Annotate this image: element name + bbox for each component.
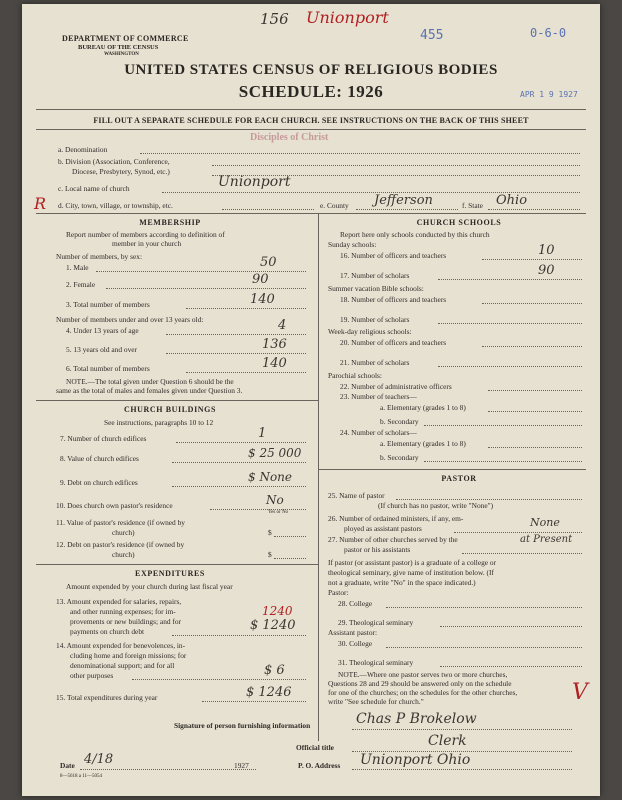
q20-label: 20. Number of officers and teachers	[340, 338, 447, 347]
q13-label-3: provements or new buildings; and for	[70, 617, 182, 626]
membership-intro-1: Report number of members according to definition of	[66, 230, 225, 239]
city-label: d. City, town, village, or township, etc.	[58, 201, 173, 210]
q14-label-4: other purposes	[70, 671, 114, 680]
q13-label-2: and other running expenses; for im-	[70, 607, 176, 616]
q10-line	[210, 509, 306, 510]
q25-label: 25. Name of pastor	[328, 491, 385, 500]
handwritten-number: 156	[260, 10, 289, 28]
q2-value: 90	[252, 272, 269, 287]
q14-label-1: 14. Amount expended for benevolences, in-	[56, 641, 186, 650]
q8-line	[172, 462, 306, 463]
q30-line	[386, 647, 582, 648]
q6-value: 140	[262, 356, 287, 371]
q24a-line	[488, 447, 582, 448]
q14-label-2: cluding home and foreign missions; for	[70, 651, 187, 660]
q16-value: 10	[538, 243, 555, 258]
state-label: f. State	[462, 201, 483, 210]
q11-line	[274, 536, 306, 537]
check-mark: V	[572, 680, 588, 705]
q7-line	[176, 442, 306, 443]
state-line	[488, 209, 580, 210]
membership-title: MEMBERSHIP	[139, 218, 201, 227]
q28-line	[386, 607, 582, 608]
q26-line	[454, 532, 582, 533]
pastor-sub-label: Pastor:	[328, 588, 349, 597]
q27-value: at Present	[520, 534, 573, 545]
q1-line	[96, 271, 306, 272]
q9-value: $ None	[248, 470, 293, 484]
q30-label: 30. College	[338, 639, 373, 648]
local-name-value: Unionport	[218, 174, 291, 190]
q23a-label: a. Elementary (grades 1 to 8)	[380, 403, 466, 412]
division-line	[212, 165, 580, 166]
q28-label: 28. College	[338, 599, 373, 608]
q2-label: 2. Female	[66, 280, 96, 289]
date-line	[80, 769, 256, 770]
city-line	[222, 209, 314, 210]
q18-line	[482, 303, 582, 304]
q9-label: 9. Debt on church edifices	[60, 478, 138, 487]
q5-label: 5. 13 years old and over	[66, 345, 138, 354]
q13-label-1: 13. Amount expended for salaries, repairs,	[56, 597, 182, 606]
q27-line	[462, 553, 582, 554]
q18-label: 18. Number of officers and teachers	[340, 295, 447, 304]
by-sex-label: Number of members, by sex:	[56, 252, 142, 261]
county-value: Jefferson	[374, 193, 433, 208]
q13-label-4: payments on church debt	[70, 627, 145, 636]
stamp-number: 455	[420, 28, 444, 43]
q29-label: 29. Theological seminary	[338, 618, 414, 627]
weekday-label: Week-day religious schools:	[328, 327, 412, 336]
pastor-note-3: for one of the churches; on the schedules for the other churches,	[328, 688, 518, 697]
bureau: BUREAU OF THE CENSUS	[78, 44, 159, 51]
q23b-line	[424, 425, 582, 426]
q6-label: 6. Total number of members	[66, 364, 150, 373]
q16-line	[482, 259, 582, 260]
department: DEPARTMENT OF COMMERCE	[62, 34, 189, 43]
date-value: 4/18	[84, 752, 114, 767]
q26-label-1: 26. Number of ordained ministers, if any, em-	[328, 514, 464, 523]
po-address-label: P. O. Address	[298, 761, 341, 770]
q17-label: 17. Number of scholars	[340, 271, 410, 280]
q13-value: $ 1240	[250, 618, 296, 633]
q26-value: None	[530, 516, 560, 529]
q14-line	[132, 679, 306, 680]
graduate-note-2: theological seminary, give name of institution below. (If	[328, 568, 494, 577]
q6-line	[186, 372, 306, 373]
denomination-label: a. Denomination	[58, 145, 108, 154]
pastor-note-2: Questions 28 and 29 should be answered only on the schedule	[328, 679, 512, 688]
sunday-label: Sunday schools:	[328, 240, 377, 249]
q21-line	[438, 366, 582, 367]
q15-line	[202, 701, 306, 702]
q5-value: 136	[262, 337, 287, 352]
q11-label-1: 11. Value of pastor's residence (if owned by	[56, 518, 185, 527]
q22-line	[488, 390, 582, 391]
q11-label-2: church)	[112, 528, 135, 537]
header-rule-top	[36, 109, 586, 110]
denomination-stamp: Disciples of Christ	[250, 132, 329, 143]
q27-label-2: pastor or his assistants	[344, 545, 411, 554]
q2-line	[106, 288, 306, 289]
membership-note-1: NOTE.—The total given under Question 6 should be the	[66, 377, 234, 386]
q17-value: 90	[538, 263, 555, 278]
q31-line	[440, 666, 582, 667]
q5-line	[166, 353, 306, 354]
q29-line	[440, 626, 582, 627]
q19-line	[438, 323, 582, 324]
q12-label-1: 12. Debt on pastor's residence (if owned by	[56, 540, 185, 549]
parochial-label: Parochial schools:	[328, 371, 382, 380]
membership-note-2: same as the total of males and females given under Question 3.	[56, 386, 243, 395]
church-schools-intro: Report here only schools conducted by this church	[340, 230, 490, 239]
state-value: Ohio	[496, 193, 528, 208]
q25-hint: (If church has no pastor, write "None")	[378, 501, 494, 510]
q4-label: 4. Under 13 years of age	[66, 326, 139, 335]
pastor-rule	[318, 469, 586, 470]
date-label: Date	[60, 761, 75, 770]
q19-label: 19. Number of scholars	[340, 315, 410, 324]
buildings-rule	[36, 400, 318, 401]
q16-label: 16. Number of officers and teachers	[340, 251, 447, 260]
q1-label: 1. Male	[66, 263, 89, 272]
section-rule	[36, 213, 586, 214]
q3-line	[186, 308, 306, 309]
form-print-code: 8—5618 a 11—5054	[60, 774, 103, 779]
q3-label: 3. Total number of members	[66, 300, 150, 309]
q24a-label: a. Elementary (grades 1 to 8)	[380, 439, 466, 448]
local-name-label: c. Local name of church	[58, 184, 130, 193]
instruction-line: FILL OUT A SEPARATE SCHEDULE FOR EACH CHURCH. SEE INSTRUCTIONS ON THE BACK OF THIS SHEET	[93, 116, 529, 125]
q22-label: 22. Number of administrative officers	[340, 382, 452, 391]
census-schedule-sheet	[22, 4, 600, 796]
q11-dollar: $	[268, 528, 272, 537]
schedule-title: SCHEDULE: 1926	[238, 82, 384, 101]
header-rule-bottom	[36, 129, 586, 130]
graduate-note-1: If pastor (or assistant pastor) is a graduate of a college or	[328, 558, 497, 567]
q10-value: No	[266, 493, 284, 507]
form-code: 0-6-0	[530, 26, 567, 40]
q8-value: $ 25 000	[248, 446, 302, 460]
division-label-2: Diocese, Presbytery, Synod, etc.)	[72, 167, 170, 176]
q10-hint: Yes or No	[268, 510, 289, 515]
q4-line	[166, 334, 306, 335]
q3-value: 140	[250, 292, 275, 307]
buildings-intro: See instructions, paragraphs 10 to 12	[104, 418, 214, 427]
date-year: 1927	[234, 761, 249, 770]
q7-value: 1	[258, 426, 267, 441]
q13-line	[172, 635, 306, 636]
church-schools-title: CHURCH SCHOOLS	[416, 218, 502, 227]
q8-label: 8. Value of church edifices	[60, 454, 139, 463]
q27-label-1: 27. Number of other churches served by the	[328, 535, 458, 544]
division-label: b. Division (Association, Conference,	[58, 157, 170, 166]
denomination-line	[140, 153, 580, 154]
q1-value: 50	[260, 255, 277, 270]
q24-label: 24. Number of scholars—	[340, 428, 417, 437]
assistant-pastor-label: Assistant pastor:	[328, 628, 378, 637]
pastor-note-1: NOTE.—Where one pastor serves two or more churches,	[338, 670, 508, 679]
q24b-label: b. Secondary	[380, 453, 419, 462]
county-line	[356, 209, 458, 210]
q9-line	[172, 486, 306, 487]
date-stamp: APR 1 9 1927	[520, 90, 578, 99]
q4-value: 4	[278, 318, 287, 333]
membership-intro-2: member in your church	[112, 239, 182, 248]
form-title: UNITED STATES CENSUS OF RELIGIOUS BODIES	[124, 62, 498, 78]
q14-value: $ 6	[264, 663, 285, 678]
official-title-label: Official title	[296, 743, 334, 752]
pastor-title: PASTOR	[441, 474, 477, 483]
q12-label-2: church)	[112, 550, 135, 559]
q15-label: 15. Total expenditures during year	[56, 693, 158, 702]
official-title-value: Clerk	[428, 733, 467, 749]
expenditures-rule	[36, 564, 318, 565]
q12-line	[274, 558, 306, 559]
r-mark: R	[34, 194, 47, 213]
q13-red-value: 1240	[262, 604, 293, 618]
pastor-note-4: write "See schedule for church."	[328, 697, 424, 706]
q31-label: 31. Theological seminary	[338, 658, 414, 667]
city: WASHINGTON	[104, 52, 139, 57]
q23-label: 23. Number of teachers—	[340, 392, 417, 401]
q20-line	[482, 346, 582, 347]
q23a-line	[488, 411, 582, 412]
age-intro: Number of members under and over 13 years old:	[56, 315, 204, 324]
q12-dollar: $	[268, 550, 272, 559]
q7-label: 7. Number of church edifices	[60, 434, 147, 443]
graduate-note-3: not a graduate, write "No" in the space indicated.)	[328, 578, 476, 587]
q15-value: $ 1246	[246, 685, 292, 700]
summer-label: Summer vacation Bible schools:	[328, 284, 424, 293]
handwritten-place: Unionport	[306, 8, 389, 27]
expenditures-intro: Amount expended by your church during last fiscal year	[66, 582, 233, 591]
q26-label-2: ployed as assistant pastors	[344, 524, 422, 533]
q17-line	[438, 279, 582, 280]
signature-line	[352, 729, 572, 730]
q23b-label: b. Secondary	[380, 417, 419, 426]
q10-label: 10. Does church own pastor's residence	[56, 501, 173, 510]
q21-label: 21. Number of scholars	[340, 358, 410, 367]
q14-label-3: denominational support; and for all	[70, 661, 175, 670]
q25-line	[396, 499, 582, 500]
signature-label: Signature of person furnishing information	[174, 721, 311, 730]
signature-value: Chas P Brokelow	[356, 711, 477, 727]
county-label: e. County	[320, 201, 349, 210]
buildings-title: CHURCH BUILDINGS	[123, 405, 217, 414]
q24b-line	[424, 461, 582, 462]
expenditures-title: EXPENDITURES	[135, 569, 205, 578]
po-address-line	[352, 769, 572, 770]
po-address-value: Unionport Ohio	[360, 752, 471, 768]
